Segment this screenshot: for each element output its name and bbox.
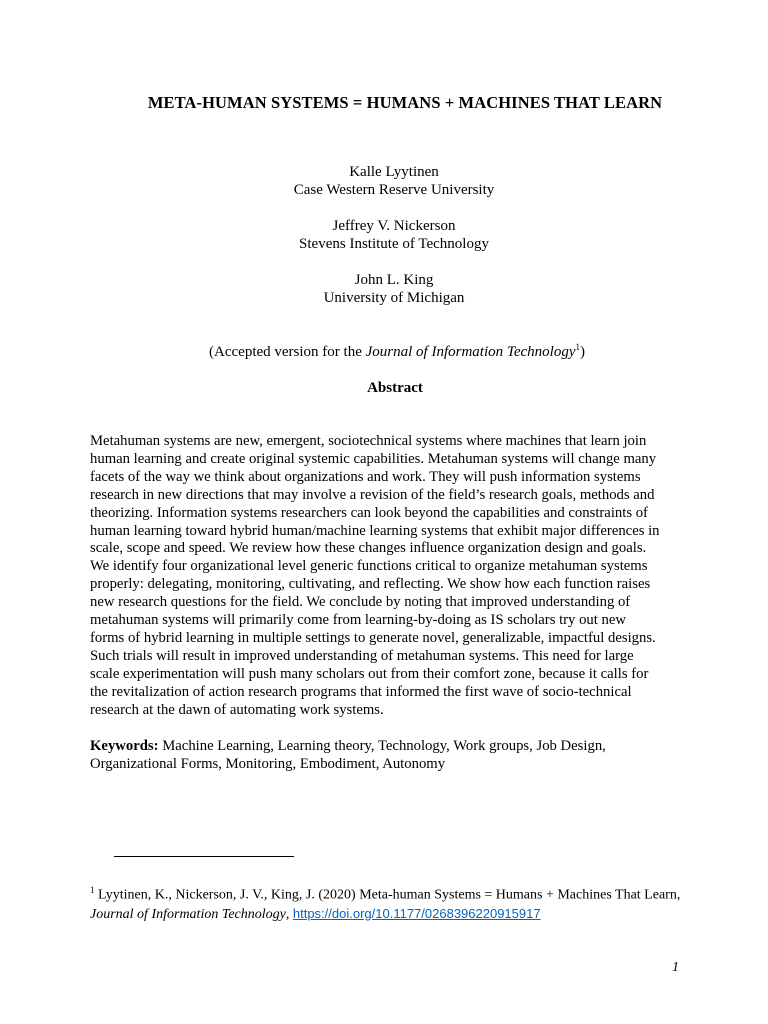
accepted-prefix: (Accepted version for the (209, 344, 366, 360)
footnote (90, 881, 710, 924)
abstract-line: the revitalization of action research programs that informed the first wave of socio-technical (90, 683, 632, 700)
author-affiliation: University of Michigan (323, 290, 465, 306)
footnote-separator (114, 856, 294, 857)
keywords-list: Machine Learning, Learning theory, Technology, Work groups, Job Design, (158, 738, 606, 754)
author-affiliation: Case Western Reserve University (293, 182, 495, 198)
author-1 (0, 163, 768, 199)
abstract-line: forms of hybrid learning in multiple settings to generate novel, generalizable, impactful designs. (90, 629, 656, 646)
author-name: John L. King (354, 272, 434, 288)
keywords-block (90, 737, 686, 773)
author-name: Kalle Lyytinen (349, 164, 439, 180)
footnote-line (90, 905, 710, 924)
doi-link[interactable]: https://doi.org/10.1177/0268396220915917 (292, 905, 541, 921)
footnote-journal: Journal of Information Technology (90, 906, 286, 922)
abstract-line: metahuman systems will primarily come from learning-by-doing as IS scholars try out new (90, 612, 626, 629)
page-number: 1 (672, 960, 679, 975)
abstract-line: We identify four organizational level generic functions critical to organize metahuman systems (90, 558, 648, 575)
paper-title: META-HUMAN SYSTEMS = HUMANS + MACHINES THAT LEARN (147, 93, 663, 112)
abstract-line: properly: delegating, monitoring, cultivating, and reflecting. We show how each function raises (90, 576, 651, 593)
footnote-citation: Lyytinen, K., Nickerson, J. V., King, J. (2020) Meta-human Systems = Humans + Machines That Learn, (94, 887, 681, 903)
accepted-version-note (0, 342, 768, 361)
abstract-line: Metahuman systems are new, emergent, sociotechnical systems where machines that learn join (90, 433, 647, 449)
footnote-marker: 1 (575, 342, 580, 352)
author-2 (0, 217, 768, 253)
abstract-line: research in new directions that may involve a revision of the field’s research goals, methods and (90, 486, 655, 503)
journal-name: Journal of Information Technology (365, 344, 576, 360)
abstract-heading: Abstract (367, 380, 423, 396)
author-block (0, 163, 768, 325)
abstract-line: Such trials will result in improved understanding of metahuman systems. This need for large (90, 647, 634, 664)
author-name: Jeffrey V. Nickerson (332, 218, 456, 234)
accepted-suffix: ) (579, 344, 585, 360)
footnote-separator-text: , (285, 906, 293, 922)
author-affiliation: Stevens Institute of Technology (299, 236, 489, 252)
keywords-line (90, 737, 686, 755)
abstract-line: theorizing. Information systems researchers can look beyond the capabilities and constraints of (90, 504, 648, 521)
author-3 (0, 271, 768, 307)
abstract-line: scale experimentation will push many scholars out from their comfort zone, because it calls for (90, 665, 649, 682)
footnote-number: 1 (90, 885, 95, 895)
abstract-body (90, 433, 686, 720)
abstract-line: scale, scope and speed. We review how these changes influence organization design and goals. (90, 540, 647, 557)
abstract-line: research at the dawn of automating work systems. (90, 701, 384, 718)
keywords-label: Keywords: (90, 738, 159, 754)
abstract-line: new research questions for the field. We conclude by noting that improved understanding of (90, 594, 631, 611)
keywords-line: Organizational Forms, Monitoring, Embodiment, Autonomy (90, 756, 446, 772)
abstract-line: facets of the way we think about organizations and work. They will push information systems (90, 468, 641, 485)
abstract-line: human learning toward hybrid human/machine learning systems that exhibit major differences in (90, 522, 660, 539)
abstract-line: human learning and create original systemic capabilities. Metahuman systems will change many (90, 450, 657, 467)
footnote-line (90, 881, 710, 905)
